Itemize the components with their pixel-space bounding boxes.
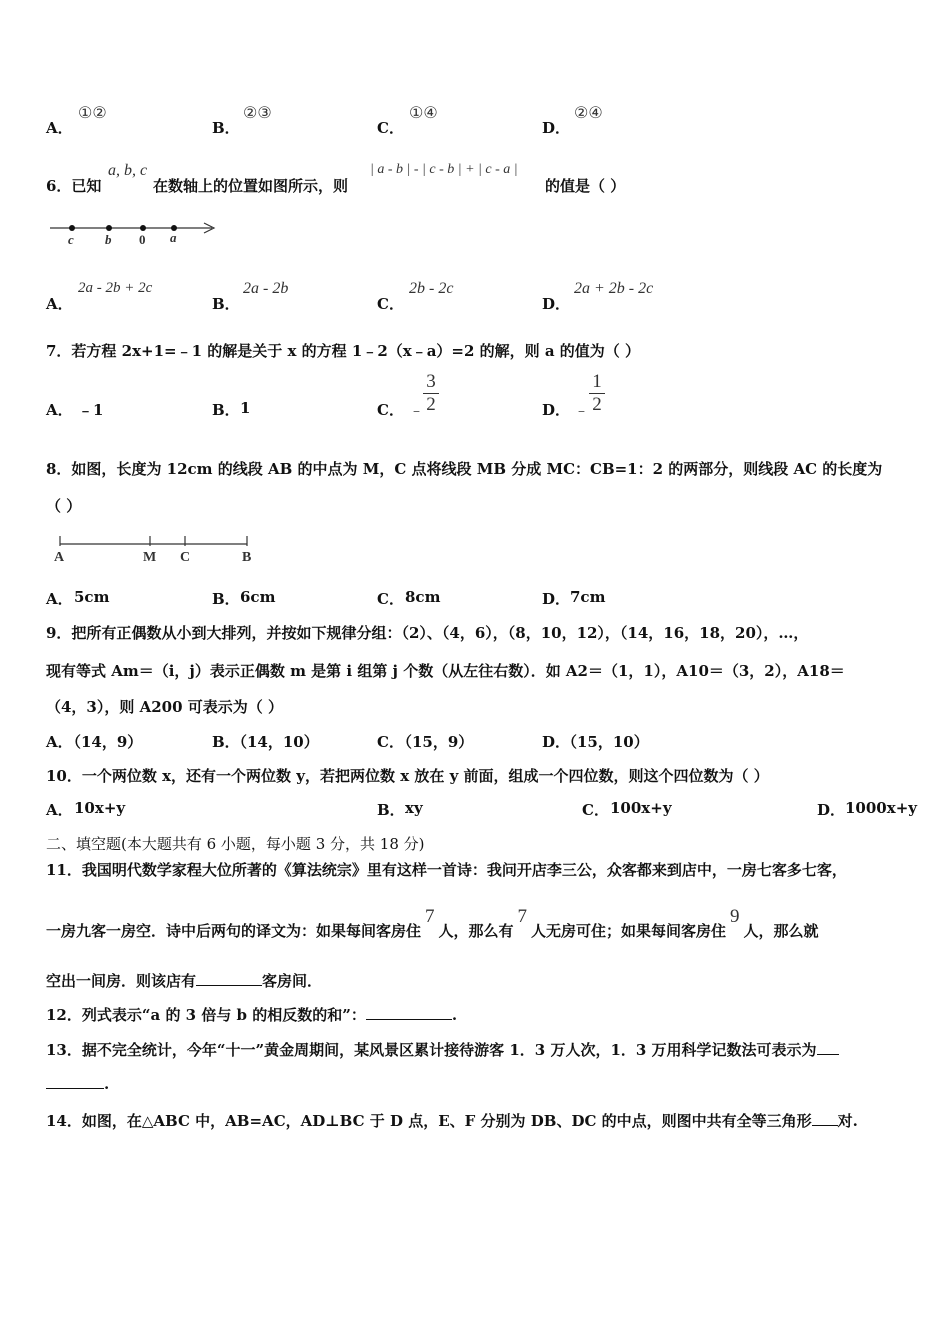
q10-option-b-value: xy: [405, 799, 423, 817]
q6-option-a-label: A．: [46, 295, 73, 313]
q5-option-a-label: A．: [46, 119, 73, 137]
q13-answer-blank-part2[interactable]: [46, 1074, 104, 1089]
q7-option-a-value: ﹣1: [78, 401, 104, 419]
q11-number-3: 9: [730, 906, 740, 927]
q9-option-c-value: （15，9）: [397, 733, 474, 751]
q10-question: 10．一个两位数 x，还有一个两位数 y，若把两位数 x 放在 y 前面，组成一个四位数，则这个四位数为（ ）: [46, 767, 769, 785]
q5-option-d-value: ②④: [574, 105, 603, 122]
q7-option-a-label: A．: [46, 401, 73, 419]
q11-line2-part-a: 一房九客一房空．诗中后两句的译文为：如果每间客房住: [46, 922, 422, 940]
q7-option-b-value: 1: [240, 399, 251, 417]
q12-text: 12．列式表示“a 的 3 倍与 b 的相反数的和”：: [46, 1006, 366, 1024]
q6-option-a-value: 2a - 2b + 2c: [78, 280, 153, 296]
q12-question: [46, 1004, 457, 1025]
q8-option-a-value: 5cm: [74, 588, 110, 606]
q12-period: .: [451, 1006, 458, 1024]
point-0: [140, 225, 146, 231]
q10-option-d-value: 1000x+y: [845, 799, 917, 817]
q6-middle: 在数轴上的位置如图所示，则: [153, 177, 349, 195]
q5-option-d-label: D．: [542, 119, 571, 137]
q6-expression: | a - b | - | c - b | + | c - a |: [370, 162, 518, 177]
q11-line3-part-a: 空出一间房．则该店有: [46, 972, 197, 990]
q13-answer-blank-part1[interactable]: [817, 1040, 839, 1055]
q6-number-line: [46, 215, 221, 250]
q7-option-b-label: B．: [212, 401, 240, 419]
q7-option-c-label: C．: [377, 401, 404, 419]
q11-line2-part-c: 人无房可住；如果每间客房住: [531, 922, 727, 940]
q10-option-b-label: B．: [377, 801, 405, 819]
q13-question-line2: [46, 1074, 109, 1093]
q8-option-d-value: 7cm: [570, 588, 606, 606]
q8-option-b-label: B．: [212, 590, 240, 608]
q7-option-c-fraction: [423, 372, 439, 415]
q7-option-d-label: D．: [542, 401, 571, 419]
q9-option-b-label: B．: [212, 733, 240, 751]
q6-suffix: 的值是（ ）: [545, 177, 626, 195]
q12-answer-blank[interactable]: [366, 1005, 452, 1020]
seg-label-a: A: [54, 550, 65, 565]
axis-label-0: 0: [139, 232, 146, 247]
q13-text: 13．据不完全统计，今年“十一”黄金周期间，某风景区累计接待游客 1．3 万人次，1．3 万用科学记数法可表示为: [46, 1041, 817, 1059]
q13-question-line1: [46, 1039, 839, 1060]
q9-option-a-label: A．: [46, 733, 73, 751]
q8-question-line1: 8．如图，长度为 12cm 的线段 AB 的中点为 M，C 点将线段 MB 分成 MC：CB=1：2 的两部分，则线段 AC 的长度为: [46, 460, 883, 478]
q14-text: 14．如图，在△ABC 中，AB=AC，AD⊥BC 于 D 点，E、F 分别为 DB、DC 的中点，则图中共有全等三角形: [46, 1112, 812, 1130]
seg-label-b: B: [242, 550, 252, 565]
q7-option-d-fraction: [589, 372, 605, 415]
q8-option-c-value: 8cm: [405, 588, 441, 606]
axis-label-a: a: [170, 230, 177, 245]
q5-option-b-label: B．: [212, 119, 240, 137]
q10-option-d-label: D．: [817, 801, 846, 819]
q8-option-b-value: 6cm: [240, 588, 276, 606]
q7-option-d-sign: ﹣: [574, 401, 590, 419]
q8-question-line2: （ ）: [46, 497, 82, 515]
q11-number-1: 7: [425, 906, 435, 927]
q8-segment-figure: [46, 528, 266, 568]
q14-suffix: 对.: [837, 1112, 858, 1130]
q11-answer-blank[interactable]: [196, 971, 262, 986]
fraction-denominator: 2: [592, 394, 602, 415]
axis-label-c: c: [68, 232, 74, 247]
q11-number-2: 7: [517, 906, 528, 927]
q9-option-c-label: C．: [377, 733, 404, 751]
axis-label-b: b: [105, 232, 112, 247]
q11-line2-part-d: 人，那么就: [743, 922, 819, 940]
q6-vars: a, b, c: [108, 162, 148, 179]
q14-question: [46, 1110, 858, 1131]
q6-option-d-label: D．: [542, 295, 571, 313]
fraction-numerator: 1: [592, 371, 602, 392]
q6-option-b-value: 2a - 2b: [243, 280, 289, 297]
q9-question-line1: 9．把所有正偶数从小到大排列，并按如下规律分组：（2）、（4，6），（8，10，12），（14，16，18，20），…，: [46, 624, 809, 642]
q9-question-line2: 现有等式 Am＝（i，j）表示正偶数 m 是第 i 组第 j 个数（从左往右数）．如 A2＝（1，1），A10＝（3，2），A18＝: [46, 662, 845, 680]
q8-option-c-label: C．: [377, 590, 404, 608]
point-c: [69, 225, 75, 231]
q14-answer-blank[interactable]: [812, 1111, 838, 1126]
q7-option-c-sign: ﹣: [409, 401, 425, 419]
point-b: [106, 225, 112, 231]
q10-option-a-label: A．: [46, 801, 73, 819]
q5-option-c-label: C．: [377, 119, 404, 137]
q6-option-c-label: C．: [377, 295, 404, 313]
q10-option-c-value: 100x+y: [610, 799, 672, 817]
fraction-denominator: 2: [426, 394, 436, 415]
q10-option-c-label: C．: [582, 801, 609, 819]
q11-line3-part-b: 客房间．: [262, 972, 323, 990]
q9-option-d-value: （15，10）: [562, 733, 649, 751]
q8-option-a-label: A．: [46, 590, 73, 608]
q6-prefix: 6．已知: [46, 177, 102, 195]
q9-question-line3: （4，3），则 A200 可表示为（ ）: [46, 698, 283, 716]
q11-line3: [46, 970, 322, 991]
q7-question: 7．若方程 2x+1=﹣1 的解是关于 x 的方程 1﹣2（x﹣a）=2 的解，则 a 的值为（ ）: [46, 342, 641, 360]
seg-label-m: M: [143, 550, 157, 565]
q9-option-b-value: （14，10）: [232, 733, 319, 751]
q13-period: .: [104, 1075, 110, 1093]
q5-option-a-value: ①②: [78, 105, 107, 122]
q8-option-d-label: D．: [542, 590, 571, 608]
q6-option-b-label: B．: [212, 295, 240, 313]
fraction-numerator: 3: [426, 371, 436, 392]
q11-line1: 11．我国明代数学家程大位所著的《算法统宗》里有这样一首诗：我问开店李三公，众客都来到店中，一房七客多七客，: [46, 861, 847, 879]
q6-option-d-value: 2a + 2b - 2c: [574, 280, 654, 297]
seg-label-c: C: [180, 550, 191, 565]
q10-option-a-value: 10x+y: [74, 799, 126, 817]
q9-option-d-label: D．: [542, 733, 571, 751]
q5-option-c-value: ①④: [409, 105, 438, 122]
q6-option-c-value: 2b - 2c: [409, 280, 454, 297]
q9-option-a-value: （14，9）: [66, 733, 143, 751]
q11-line2: [46, 908, 819, 948]
section-heading-fill-in: 二、填空题(本大题共有 6 小题，每小题 3 分，共 18 分): [46, 835, 425, 853]
q11-line2-part-b: 人，那么有: [438, 922, 514, 940]
q5-option-b-value: ②③: [243, 105, 272, 122]
